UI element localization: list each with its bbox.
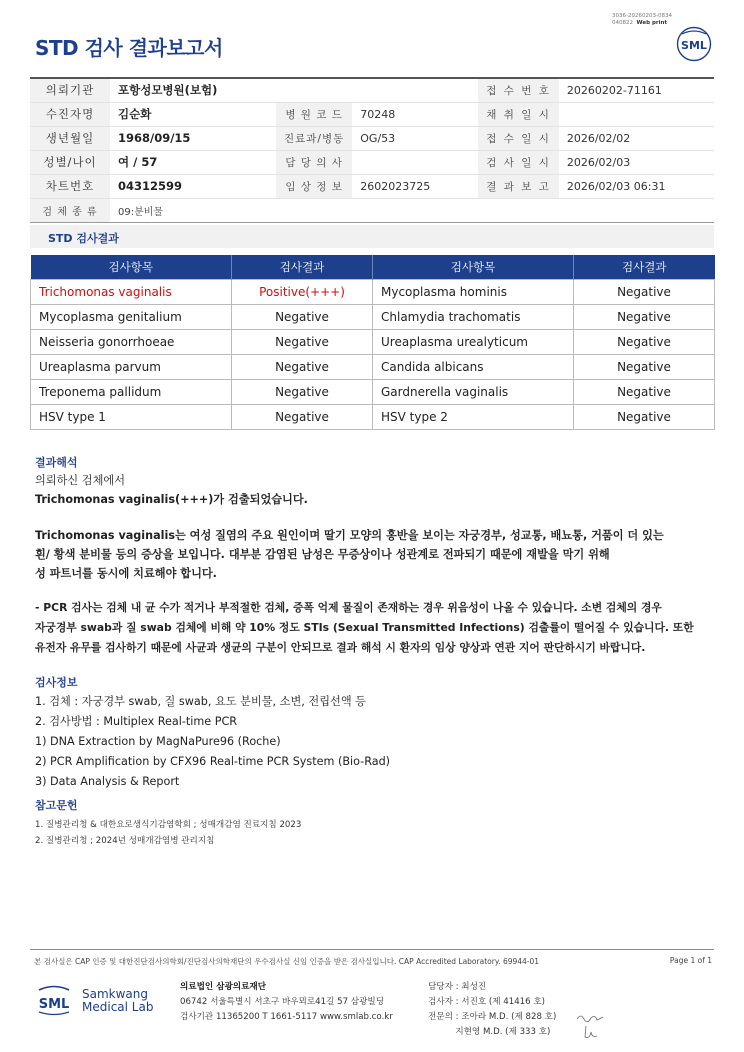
result-item-right: Ureaplasma urealyticum [373, 329, 574, 354]
logo-footer-letters: SML [38, 997, 70, 1012]
results-table [30, 255, 715, 430]
receipt-no-value: 20260202-71161 [559, 78, 714, 102]
result-value-right: Negative [574, 329, 715, 354]
report-value: 2026/02/03 06:31 [559, 174, 714, 198]
result-item-left: Ureaplasma parvum [31, 354, 232, 379]
chart-label: 차트번호 [30, 174, 110, 198]
logo-name [82, 988, 153, 1014]
info-row [30, 198, 714, 222]
info-row [30, 102, 714, 126]
patient-value: 김순화 [110, 102, 276, 126]
staff-line: 검사자 : 서진호 (제 41416 호) [428, 997, 546, 1007]
info-row [30, 126, 714, 150]
result-item-left: Mycoplasma genitalium [31, 304, 232, 329]
interpretation-p2-line: 유전자 유무를 검사하기 때문에 사균과 생균의 구분이 안되므로 결과 해석 시 환자의 임상 양상과 연관 지어 판단하시기 바랍니다. [35, 641, 646, 654]
result-value-left: Negative [232, 404, 373, 429]
results-header-item2: 검사항목 [373, 255, 574, 279]
requester-value: 포항성모병원(보험) [110, 78, 478, 102]
result-item-right: Mycoplasma hominis [373, 279, 574, 304]
staff-line: 담당자 : 최성진 [428, 982, 487, 992]
test-info-line: 1. 검체 : 자궁경부 swab, 질 swab, 요도 분비물, 소변, 전립선액 등 [35, 695, 366, 708]
result-item-right: Candida albicans [373, 354, 574, 379]
report-label: 결 과 보 고 [478, 174, 559, 198]
org-name: 의료법인 삼광의료재단 [180, 982, 267, 992]
result-value-right: Negative [574, 279, 715, 304]
sex-age-value: 여 / 57 [110, 150, 276, 174]
result-item-right: HSV type 2 [373, 404, 574, 429]
patient-info-table [30, 77, 714, 223]
table-row [31, 354, 715, 379]
footer-divider [30, 949, 714, 950]
doctor-value [352, 150, 478, 174]
section-title: STD 검사결과 [30, 225, 714, 248]
table-row [31, 329, 715, 354]
table-row [31, 279, 715, 304]
result-item-left: Treponema pallidum [31, 379, 232, 404]
patient-label: 수진자명 [30, 102, 110, 126]
org-address: 06742 서울특별시 서초구 바우뫼로41길 57 삼광빌딩 [180, 997, 384, 1007]
receipt-date-label: 접 수 일 시 [478, 126, 559, 150]
interpretation-p1-line: Trichomonas vaginalis는 여성 질염의 주요 원인이며 딸기 모양의 홍반을 보이는 자궁경부, 성교통, 배뇨통, 거품이 더 있는 [35, 529, 664, 542]
result-value-left: Negative [232, 379, 373, 404]
organization-info [180, 980, 393, 1025]
print-id-line2 [612, 20, 672, 27]
results-header-row [31, 255, 715, 279]
test-info-heading: 검사정보 [35, 676, 78, 689]
result-value-left: Negative [232, 304, 373, 329]
signature-1 [575, 1011, 605, 1025]
result-value-left: Negative [232, 329, 373, 354]
interpretation-p2-line: 자궁경부 swab과 질 swab 검체에 비해 약 10% 정도 STIs (Sexual Transmitted Infections) 검출률이 떨어질 수 있습니다. 또한 [35, 621, 694, 634]
signature-2 [582, 1024, 600, 1040]
test-date-label: 검 사 일 시 [478, 150, 559, 174]
info-row [30, 150, 714, 174]
print-id [612, 13, 672, 27]
interpretation-p2-line: - PCR 검사는 검체 내 균 수가 적거나 부적절한 검체, 증폭 억제 물질이 존재하는 경우 위음성이 나올 수 있습니다. 소변 검체의 경우 [35, 601, 662, 614]
test-info-line: 1) DNA Extraction by MagNaPure96 (Roche) [35, 735, 281, 748]
staff-line: 지현영 M.D. (제 333 호) [428, 1027, 551, 1037]
staff-info [428, 980, 556, 1040]
doctor-label: 담 당 의 사 [276, 150, 352, 174]
hospital-code-value: 70248 [352, 102, 478, 126]
sex-age-label: 성별/나이 [30, 150, 110, 174]
results-header-result2: 검사결과 [574, 255, 715, 279]
print-id-line1: 3036-20260203-0834 [612, 13, 672, 19]
interpretation-heading: 결과해석 [35, 456, 78, 469]
dob-value: 1968/09/15 [110, 126, 276, 150]
result-item-left: HSV type 1 [31, 404, 232, 429]
collect-value [559, 102, 714, 126]
sml-logo-footer-icon [36, 984, 72, 1016]
reference-line: 2. 질병관리청 ; 2024년 성매개감염병 관리지침 [35, 836, 215, 846]
result-value-right: Negative [574, 354, 715, 379]
specimen-label: 검 체 종 류 [30, 198, 110, 222]
clinical-value: 2602023725 [352, 174, 478, 198]
result-item-right: Gardnerella vaginalis [373, 379, 574, 404]
hospital-code-label: 병 원 코 드 [276, 102, 352, 126]
page-title: STD 검사 결과보고서 [35, 36, 223, 60]
table-row [31, 379, 715, 404]
receipt-date-value: 2026/02/02 [559, 126, 714, 150]
dept-value: OG/53 [352, 126, 478, 150]
info-row [30, 174, 714, 198]
result-item-left: Trichomonas vaginalis [31, 279, 232, 304]
logo-name-line2: Medical Lab [82, 1000, 154, 1014]
staff-line: 전문의 : 조아라 M.D. (제 828 호) [428, 1012, 557, 1022]
result-value-right: Negative [574, 404, 715, 429]
test-info-line: 3) Data Analysis & Report [35, 775, 180, 788]
test-date-value: 2026/02/03 [559, 150, 714, 174]
results-header-result1: 검사결과 [232, 255, 373, 279]
result-value-left: Negative [232, 354, 373, 379]
results-body [31, 279, 715, 429]
reference-line: 1. 질병관리청 & 대한요로생식기감염학회 ; 성매개감염 진료지침 2023 [35, 820, 302, 830]
test-info-line: 2. 검사방법 : Multiplex Real-time PCR [35, 715, 238, 728]
chart-value: 04312599 [110, 174, 276, 198]
logo-name-line1: Samkwang [82, 987, 148, 1001]
table-row [31, 304, 715, 329]
specimen-value: 09:분비물 [110, 198, 714, 222]
print-id-web: Web print [636, 20, 668, 26]
interpretation-p1-line: 성 파트너를 동시에 치료해야 합니다. [35, 567, 217, 580]
collect-label: 채 취 일 시 [478, 102, 559, 126]
result-value-right: Negative [574, 379, 715, 404]
org-contact: 검사기관 11365200 T 1661-5117 www.smlab.co.kr [180, 1012, 393, 1022]
clinical-label: 임 상 정 보 [276, 174, 352, 198]
references-heading: 참고문헌 [35, 799, 78, 812]
dob-label: 생년월일 [30, 126, 110, 150]
receipt-no-label: 접 수 번 호 [478, 78, 559, 102]
page-number: Page 1 of 1 [669, 956, 712, 965]
result-value-left: Positive(+++) [232, 279, 373, 304]
print-id-code: 040822 [612, 20, 634, 26]
table-row [31, 404, 715, 429]
results-header-item1: 검사항목 [31, 255, 232, 279]
info-row [30, 78, 714, 102]
footer-note: 본 검사실은 CAP 인증 및 대한진단검사의학회/진단검사의학재단의 우수검사실 신임 인증을 받은 검사실입니다. CAP Accredited Laboratory. 69944-01 [34, 957, 540, 966]
result-item-right: Chlamydia trachomatis [373, 304, 574, 329]
dept-label: 진료과/병동 [276, 126, 352, 150]
result-item-left: Neisseria gonorrhoeae [31, 329, 232, 354]
logo-letters: SML [681, 39, 707, 52]
result-value-right: Negative [574, 304, 715, 329]
requester-label: 의뢰기관 [30, 78, 110, 102]
sml-logo-icon [676, 26, 712, 62]
interpretation-p1-line: 흰/ 황색 분비물 등의 증상을 보입니다. 대부분 감염된 남성은 무증상이나 성관계로 전파되기 때문에 재발을 막기 위해 [35, 548, 610, 561]
test-info-line: 2) PCR Amplification by CFX96 Real-time PCR System (Bio-Rad) [35, 755, 391, 768]
interpretation-line1: 의뢰하신 검체에서 [35, 474, 126, 487]
interpretation-line2: Trichomonas vaginalis(+++)가 검출되었습니다. [35, 493, 308, 506]
